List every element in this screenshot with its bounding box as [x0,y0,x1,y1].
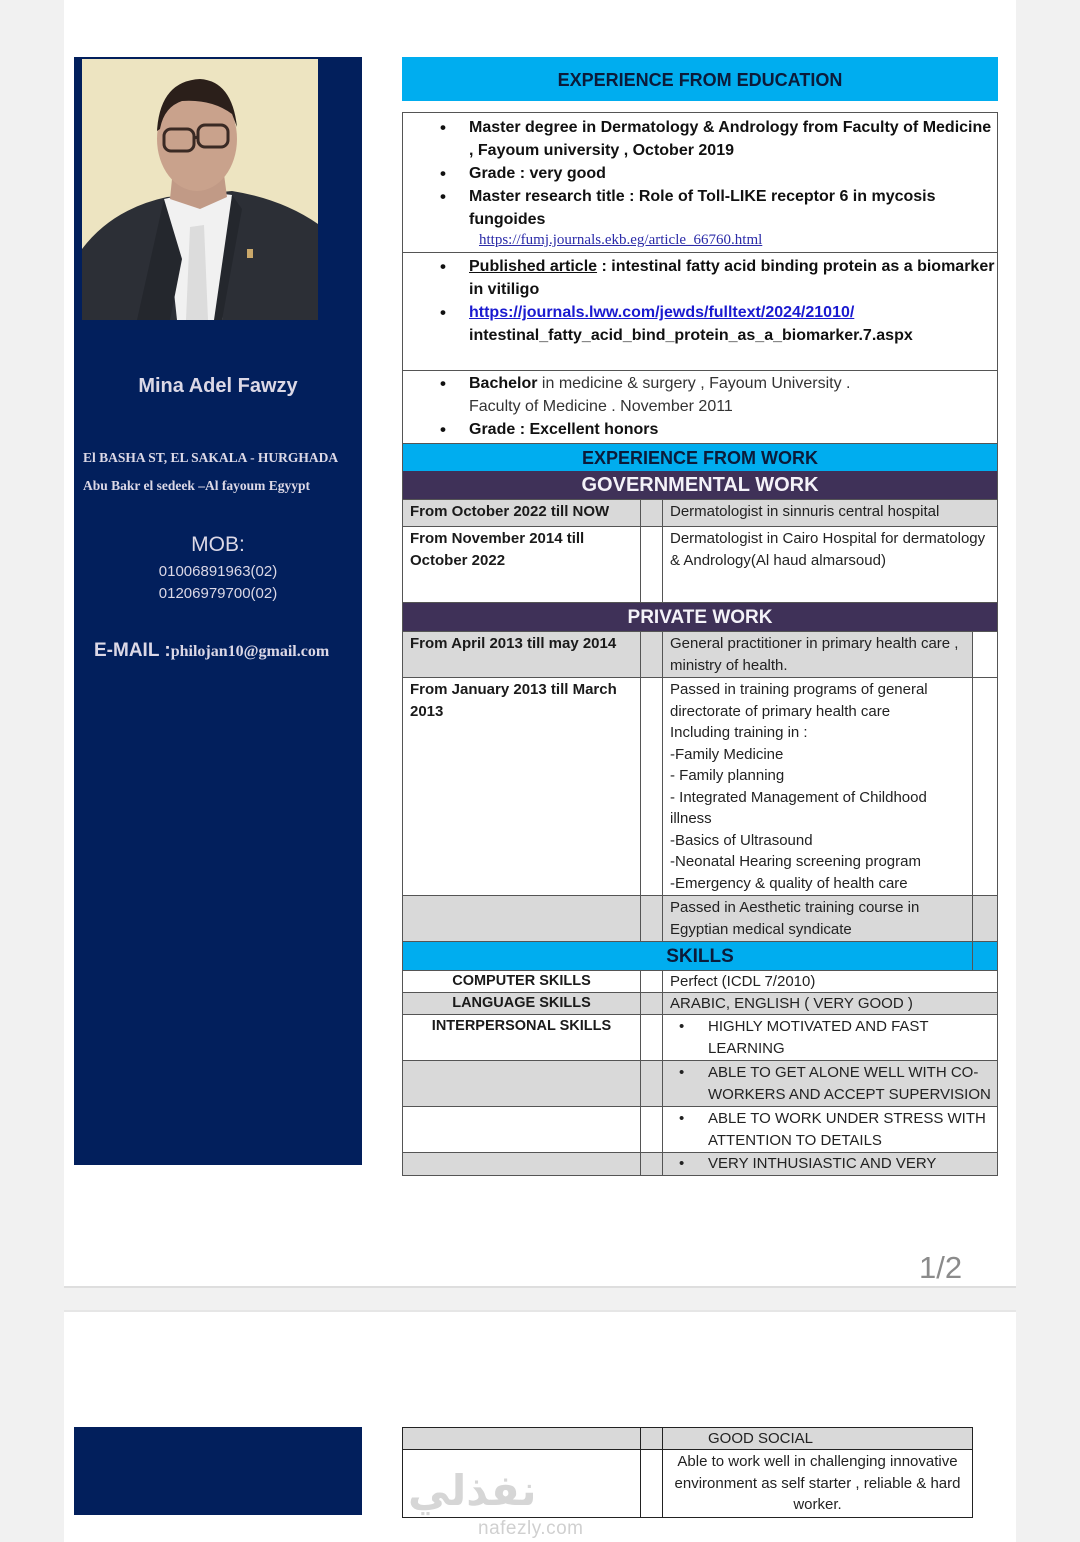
table-row [403,971,998,993]
training-line: - Integrated Management of Childhood illness [670,788,927,827]
table-row [403,678,998,896]
bachelor-item [469,372,997,418]
profile-photo-image [82,59,318,320]
skills-table [402,970,998,1176]
page-indicator: 1/2 [919,1250,963,1285]
watermark-arabic: نفذلي [408,1466,537,1515]
training-line: -Emergency & quality of health care [670,874,908,892]
table-row [403,632,998,678]
private-work-title: PRIVATE WORK [402,603,998,631]
master-research-link[interactable]: https://fumj.journals.ekb.eg/article_66760.html [479,232,763,248]
work-date: From January 2013 till March 2013 [403,678,641,896]
governmental-work-table [402,499,998,603]
bachelor-label: Bachelor [469,375,538,392]
table-row [403,993,998,1015]
email-line [94,640,329,662]
table-row [403,896,998,942]
document-page-2 [64,1310,1016,1542]
training-line: -Family Medicine [670,745,784,763]
master-research-text: Master research title : Role of Toll-LIKE receptor 6 in mycosis fungoides [469,188,936,228]
skill-value: • VERY INTHUSIASTIC AND VERY [663,1153,998,1176]
work-desc: General practitioner in primary health care , ministry of health. [663,632,973,678]
table-row [403,1428,973,1450]
education-article-block [402,253,998,371]
table-row [403,500,998,527]
table-row [403,1107,998,1153]
article-link-tail: intestinal_fatty_acid_bind_protein_as_a_biomarker.7.aspx [469,327,913,344]
skills-title-text: SKILLS [666,946,734,967]
table-row [403,527,998,603]
table-row [403,1153,998,1176]
article-label: Published article [469,258,598,275]
address-line-2: Abu Bakr el sedeek –Al fayoum Egyypt [83,478,311,493]
bachelor-grade-item: • Grade : Excellent honors [469,418,997,441]
section-title-skills [402,942,998,970]
skill-value: • HIGHLY MOTIVATED AND FAST LEARNING [663,1015,998,1061]
work-date: From November 2014 till October 2022 [403,527,641,603]
education-master-block [402,112,998,253]
master-degree-item: • Master degree in Dermatology & Andrology from Faculty of Medicine , Fayoum university , October 2019 [469,116,997,162]
work-desc: Passed in Aesthetic training course in Egyptian medical syndicate [663,896,973,942]
work-date [403,896,641,942]
article-item [469,255,997,301]
profile-name: Mina Adel Fawzy [138,375,298,397]
skill-name: COMPUTER SKILLS [403,971,641,993]
master-grade-item: • Grade : very good [469,162,997,185]
section-title-work: EXPERIENCE FROM WORK [402,444,998,471]
skill-name [403,1061,641,1107]
table-row [403,1061,998,1107]
mobile-number-2: 01206979700(02) [158,585,278,602]
email-address[interactable]: philojan10@gmail.com [170,643,330,660]
profile-sidebar-continued [74,1427,362,1515]
mobile-label: MOB: [191,533,245,556]
table-row [403,1015,998,1061]
article-link-item [469,301,997,347]
skill-name: INTERPERSONAL SKILLS [403,1015,641,1061]
training-line: Including training in : [670,724,808,741]
skill-value: • ABLE TO GET ALONE WELL WITH CO-WORKERS AND ACCEPT SUPERVISION [663,1061,998,1107]
skill-name [403,1153,641,1176]
document-page-1 [64,0,1016,1288]
governmental-work-title: GOVERNMENTAL WORK [402,471,998,499]
training-line: -Neonatal Hearing screening program [670,853,921,870]
training-line: - Family planning [670,767,785,784]
skill-value: ARABIC, ENGLISH ( VERY GOOD ) [663,993,998,1015]
education-bachelor-block [402,371,998,444]
email-label: E-MAIL : [94,640,171,661]
work-date: From April 2013 till may 2014 [403,632,641,678]
skill-value: • ABLE TO WORK UNDER STRESS WITH ATTENTION TO DETAILS [663,1107,998,1153]
profile-sidebar [74,57,362,1165]
article-link[interactable]: https://journals.lww.com/jewds/fulltext/2024/21010/ [469,304,855,321]
profile-photo [82,59,318,320]
skill-value: Perfect (ICDL 7/2010) [663,971,998,993]
skill-value: GOOD SOCIAL [663,1428,973,1450]
mobile-number-1: 01006891963(02) [158,563,278,580]
training-line: -Basics of Ultrasound [670,831,813,849]
skill-value: Able to work well in challenging innovative environment as self starter , reliable & hard worker. [663,1450,973,1518]
work-desc-list [663,678,973,896]
work-desc: Dermatologist in sinnuris central hospital [663,500,998,527]
address-line-1: El BASHA ST, EL SAKALA - HURGHADA [83,450,339,465]
work-desc: Dermatologist in Cairo Hospital for dermatology & Andrology(Al haud almarsoud) [663,527,998,603]
article-title: : intestinal fatty acid binding protein as a biomarker in vitiligo [469,258,995,298]
work-date: From October 2022 till NOW [403,500,641,527]
skill-name [403,1107,641,1153]
skill-name: LANGUAGE SKILLS [403,993,641,1015]
section-title-education: EXPERIENCE FROM EDUCATION [402,57,998,101]
training-line: Passed in training programs of general directorate of primary health care [670,681,928,720]
bachelor-detail-2: Faculty of Medicine . November 2011 [469,398,733,415]
watermark-latin: nafezly.com [478,1518,584,1539]
bachelor-detail: in medicine & surgery , Fayoum University . [537,375,851,392]
private-work-table [402,631,998,942]
master-research-item [469,185,997,249]
main-content [402,57,998,1176]
